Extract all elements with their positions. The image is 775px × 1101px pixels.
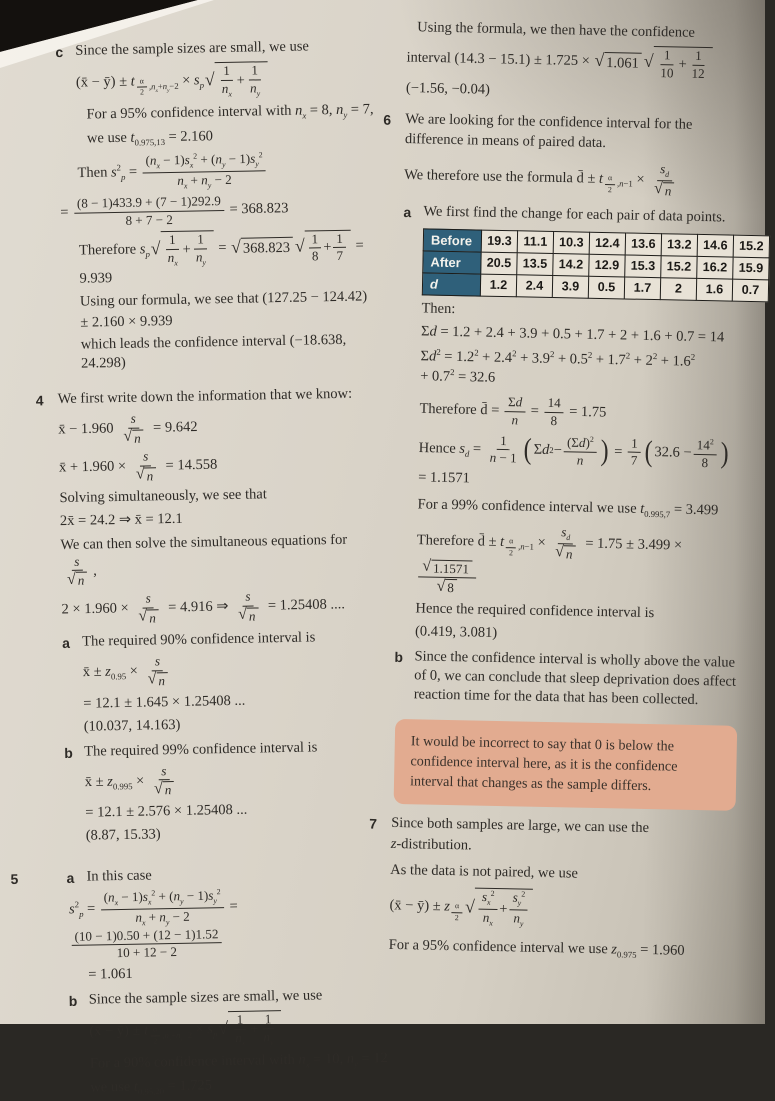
formula-line: x̄ ± $z_{0.995}$ × s √ n	[84, 760, 386, 800]
sub-item-a	[62, 627, 385, 736]
sub-item-b	[64, 737, 387, 846]
text-line: we use $t_{0.975,13} = 2.160$	[86, 128, 214, 149]
data-cell: 0.7	[732, 279, 768, 302]
solution-item-6	[372, 110, 764, 711]
data-cell: 12.9	[589, 254, 625, 277]
formula-line: Therefore d̄ = $\frac{\Sigma d}{n}$ = $\frac{14}{8}$ = 1.75	[419, 394, 607, 429]
formula-line: Then $s^2_p$ = $\frac{(n_x - 1)s_x^2 + (n_y - 1)s_y^2}{n_x + n_y - 2}$	[77, 149, 375, 193]
data-cell: 14.6	[697, 234, 733, 257]
data-cell: 13.2	[661, 234, 697, 257]
text-line: Since the confidence interval is wholly above the value of 0, we can conclude that sleep deprivation does affect reaction time for the data that has been collected.	[413, 648, 737, 709]
formula-line: 2 × 1.960 × s √ n = 4.916 ⇒ s √ n = 1.25408 ....	[61, 588, 346, 625]
solution-item-7	[367, 813, 736, 962]
data-cell: 2	[661, 278, 697, 301]
left-column	[10, 10, 391, 1098]
text-line: Solving simultaneously, we see that	[59, 486, 267, 507]
text-line: Using the formula, we then have the confidence	[417, 19, 696, 41]
item-label: b	[68, 992, 78, 1009]
formula-line: = 1.1571	[418, 469, 471, 487]
formula-line: Therefore d̄ ± t $_{\frac{\alpha}{2} ,n-1}$ × $s_d$ √ n = 1.75 ± 3.499 × √ 1.1571 √ 8	[416, 523, 683, 596]
formula-line: Hence $s_d$ = $\frac{1}{n - 1}$ ( Σ d 2 − $\frac{(\Sigma d)^2}{n}$ ) = $\frac{1}{7}$ ( 32.6 − $\frac{14^2}{8}$ )	[418, 432, 730, 470]
formula-line: (0.419, 3.081)	[415, 623, 498, 642]
data-cell: 12.4	[589, 232, 625, 255]
text-line: We first find the change for each pair of data points.	[423, 203, 726, 226]
item-label: a	[62, 635, 71, 652]
text-line: which leads the confidence interval (−18.638, 24.298)	[80, 331, 347, 372]
formula-line: (8.87, 15.33)	[85, 826, 161, 844]
sub-item-a	[66, 862, 389, 984]
text-line: For a 99% confidence interval we use $t_{0.995,7} = 3.499$	[417, 496, 719, 520]
data-cell: 1.2	[481, 274, 517, 297]
text-line: The required 99% confidence interval is	[84, 739, 318, 760]
sub-item-b	[69, 985, 392, 1100]
item-label: b	[64, 744, 73, 761]
item-label: a	[403, 203, 412, 220]
text-line: For a 95% confidence interval with $n_x = 8$, $n_y = 7$,	[86, 101, 374, 123]
row-header-cell: Before	[423, 229, 481, 252]
data-cell: 10.3	[553, 231, 589, 254]
item-number: 6	[383, 112, 392, 129]
formula-line: = 12.1 ± 2.576 × 1.25408 ...	[85, 801, 248, 821]
text-line: We can then solve the simultaneous equations for s √ n ,	[60, 531, 348, 589]
item-number: 5	[10, 871, 19, 888]
formula-line: Therefore $s_p$ √ $\frac{1}{n_x}$ + $\frac{1}{n_y}$ = √ 368.823 √ $\frac{1}{8}$ + $\frac{1}{7}$ = 9.939	[78, 230, 364, 287]
formula-line: (10.037, 14.163)	[83, 716, 181, 735]
data-cell: 3.9	[553, 276, 589, 299]
solution-item-c	[55, 36, 378, 374]
text-line: Since the sample sizes are small, we use	[88, 987, 323, 1008]
formula-line: x̄ ± $z_{0.95}$ × s √ n	[82, 650, 384, 690]
data-cell: 15.2	[733, 235, 769, 258]
callout-text: It would be incorrect to say that 0 is below the confidence interval here, as it is the confidence interval that changes as the sample differs.	[410, 732, 678, 794]
formula-line: Σd = 1.2 + 2.4 + 3.9 + 0.5 + 1.7 + 2 + 1.6 + 0.7 = 14	[421, 323, 725, 346]
formula-line: (x̄ − ȳ) ± t $_{\frac{\alpha}{2} ,n_x+n_y-2} \times s_p$ √ $\frac{1}{n_x}$ + $\frac{1}{n_y}$	[76, 59, 374, 101]
text-line: Hence the required confidence interval is	[415, 600, 655, 622]
text-line: In this case	[86, 867, 152, 885]
item-label: c	[55, 43, 64, 61]
formula-line: x̄ − 1.960 s √ n = 9.642	[58, 410, 198, 446]
item-label: a	[66, 870, 75, 887]
text-line: we use $t_{0.95,20} = 1.725$	[90, 1077, 213, 1098]
text-line: For a 90% confidence interval with $n_x = 10$, $n_y = 12$	[89, 1050, 388, 1072]
formula-line: (x̄ − ȳ) ± t $_{\frac{\alpha}{2} ,n_x+n_y-2} \times s_p$ √ $\frac{1}{n_x}$ + $\frac{1}{n_y}$	[89, 1008, 391, 1050]
data-cell: 14.2	[553, 254, 589, 277]
data-cell: 13.6	[625, 233, 661, 256]
continuation-paragraph	[384, 18, 751, 106]
formula-line: $s^2_p$ = $\frac{(n_x - 1)s_x^2 + (n_y - 1)s_y^2}{n_x + n_y - 2}$ = $\frac{(10 - 1)0.50 + (12 - 1)1.52}{10 + 12 - 2}$	[68, 887, 238, 961]
text-line: Then:	[421, 300, 456, 318]
data-cell: 20.5	[481, 252, 517, 275]
text-line: Since both samples are large, we can use the	[391, 814, 650, 837]
formula-line: x̄ + 1.960 × s √ n = 14.558	[58, 448, 218, 484]
formula-line: $\Sigma d^2 = 1.2^2 + 2.4^2 + 3.9^2 + 0.5^2 + 1.7^2 + 2^2 + 1.6^2$	[420, 346, 696, 370]
solution-item-4	[36, 384, 388, 847]
text-line: For a 95% confidence interval we use $z_{0.975} = 1.960$	[388, 936, 686, 960]
data-cell: 0.5	[589, 276, 625, 299]
data-cell: 16.2	[697, 256, 733, 279]
text-line: The required 90% confidence interval is	[82, 629, 316, 650]
formula-line: = 1.061	[88, 965, 133, 983]
text-line: We first write down the information that we know:	[57, 385, 353, 407]
data-cell: 1.7	[625, 277, 661, 300]
data-cell: 15.9	[733, 257, 769, 280]
row-header-cell: d	[423, 273, 481, 296]
text-line: We are looking for the confidence interval for the difference in means of paired data.	[405, 111, 693, 151]
data-cell: 19.3	[481, 230, 517, 253]
data-cell: 15.3	[625, 255, 661, 278]
formula-line: + $0.7^2 = 32.6$	[420, 366, 496, 386]
callout-note	[394, 719, 737, 811]
sub-item-b	[394, 647, 739, 711]
data-cell: 11.1	[517, 231, 553, 254]
data-cell: 15.2	[661, 256, 697, 279]
text-line: As the data is not paired, we use	[390, 862, 579, 882]
data-cell: 1.6	[696, 279, 732, 302]
item-number: 4	[35, 392, 44, 409]
sub-item-a	[395, 202, 764, 648]
paired-data-table	[422, 228, 770, 302]
formula-line: ± 2.160 × 9.939	[80, 313, 173, 332]
formula-line: We therefore use the formula d̄ ± t $_{\frac{\alpha}{2} ,n-1}$ × $s_d$ √ n	[404, 157, 748, 201]
item-number: 7	[369, 815, 378, 832]
data-cell: 2.4	[517, 275, 553, 298]
text-line: z-distribution.	[390, 836, 473, 854]
text-line: Using our formula, we see that (127.25 − 124.42)	[79, 288, 368, 310]
formula-line: 2x̄ = 24.2 ⇒ x̄ = 12.1	[59, 511, 183, 530]
formula-line: (x̄ − ȳ) ± z $_{\frac{\alpha}{2}}$ √ $\frac{s_x^2}{n_x}$ + $\frac{s_y^2}{n_y}$	[389, 886, 733, 933]
text-line: Since the sample sizes are small, we use	[75, 38, 310, 59]
formula-line: interval (14.3 − 15.1) ± 1.725 × √ 1.061 √ $\frac{1}{10}$ + $\frac{1}{12}$	[406, 41, 750, 82]
formula-line: = $\frac{(8 - 1)433.9 + (7 - 1)292.9}{8 + 7 - 2}$ = 368.823	[60, 193, 289, 228]
item-label: b	[394, 649, 404, 666]
solution-item-5	[10, 862, 391, 1100]
formula-line: (−1.56, −0.04)	[406, 80, 491, 99]
right-column	[365, 16, 764, 1031]
formula-line: = 12.1 ± 1.645 × 1.25408 ...	[83, 692, 246, 712]
row-header-cell: After	[423, 251, 481, 274]
data-cell: 13.5	[517, 253, 553, 276]
